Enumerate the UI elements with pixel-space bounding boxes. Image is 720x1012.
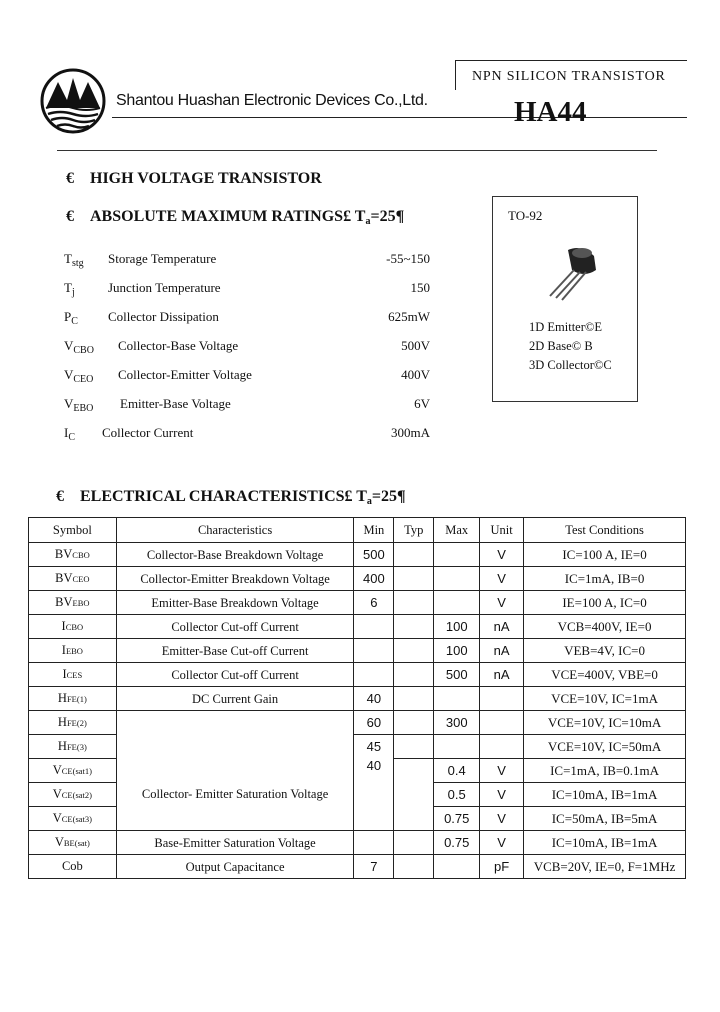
part-number: HA44 xyxy=(514,96,587,128)
feature-heading xyxy=(66,170,322,188)
col-min: Min xyxy=(354,518,394,543)
table-row: VCE(sat2) 0.5 V IC=10mA, IB=1mA xyxy=(29,783,686,807)
table-row: VCE(sat3) 0.75 V IC=50mA, IB=5mA xyxy=(29,807,686,831)
col-unit: Unit xyxy=(480,518,524,543)
table-row: BVCEO Collector-Emitter Breakdown Voltage 400 V IC=1mA, IB=0 xyxy=(29,567,686,591)
company-name: Shantou Huashan Electronic Devices Co.,Ltd. xyxy=(116,92,428,109)
device-type: NPN SILICON TRANSISTOR xyxy=(472,69,666,84)
table-row: ICBO Collector Cut-off Current 100 nA VCB=400V, IE=0 xyxy=(29,615,686,639)
table-row: BVEBO Emitter-Base Breakdown Voltage 6 V IE=100 A, IC=0 xyxy=(29,591,686,615)
col-symbol: Symbol xyxy=(29,518,117,543)
table-row: BVCBO Collector-Base Breakdown Voltage 500 V IC=100 A, IE=0 xyxy=(29,543,686,567)
col-characteristics: Characteristics xyxy=(116,518,354,543)
table-row: IEBO Emitter-Base Cut-off Current 100 nA VEB=4V, IC=0 xyxy=(29,639,686,663)
feature-text: HIGH VOLTAGE TRANSISTOR xyxy=(90,170,322,187)
package-name: TO-92 xyxy=(508,208,543,223)
table-row: Cob Output Capacitance 7 pF VCB=20V, IE=0, F=1MHz xyxy=(29,855,686,879)
to92-package-icon xyxy=(538,240,608,302)
bullet: € xyxy=(66,170,74,187)
col-max: Max xyxy=(434,518,480,543)
table-row: ICES Collector Cut-off Current 500 nA VCE=400V, VBE=0 xyxy=(29,663,686,687)
electrical-table xyxy=(28,517,686,879)
header-line-vertical xyxy=(455,60,456,90)
table-row: HFE(2) 60 300 VCE=10V, IC=10mA xyxy=(29,711,686,735)
col-typ: Typ xyxy=(394,518,434,543)
ratings-heading: € ABSOLUTE MAXIMUM RATINGS£ $T_a=25\P$ xyxy=(66,208,405,227)
header-line xyxy=(455,60,687,61)
header-underline xyxy=(112,117,687,118)
table-row: VBE(sat) Base-Emitter Saturation Voltage 0.75 V IC=10mA, IB=1mA xyxy=(29,831,686,855)
pin-3: 3D Collector©C xyxy=(529,358,612,372)
col-conditions: Test Conditions xyxy=(524,518,686,543)
divider xyxy=(57,150,657,151)
table-header xyxy=(29,518,686,543)
company-logo xyxy=(40,68,106,134)
table-row: HFE(1) DC Current Gain 40 VCE=10V, IC=1mA xyxy=(29,687,686,711)
pin-2: 2D Base© B xyxy=(529,339,593,353)
electrical-heading: € ELECTRICAL CHARACTERISTICS£ $T_a=25\P$ xyxy=(56,488,406,507)
table-row: HFE(3) 45 VCE=10V, IC=50mA xyxy=(29,735,686,759)
pin-1: 1D Emitter©E xyxy=(529,320,603,334)
table-row: VCE(sat1) Collector- Emitter Saturation Voltage 40 0.4 V IC=1mA, IB=0.1mA xyxy=(29,759,686,783)
